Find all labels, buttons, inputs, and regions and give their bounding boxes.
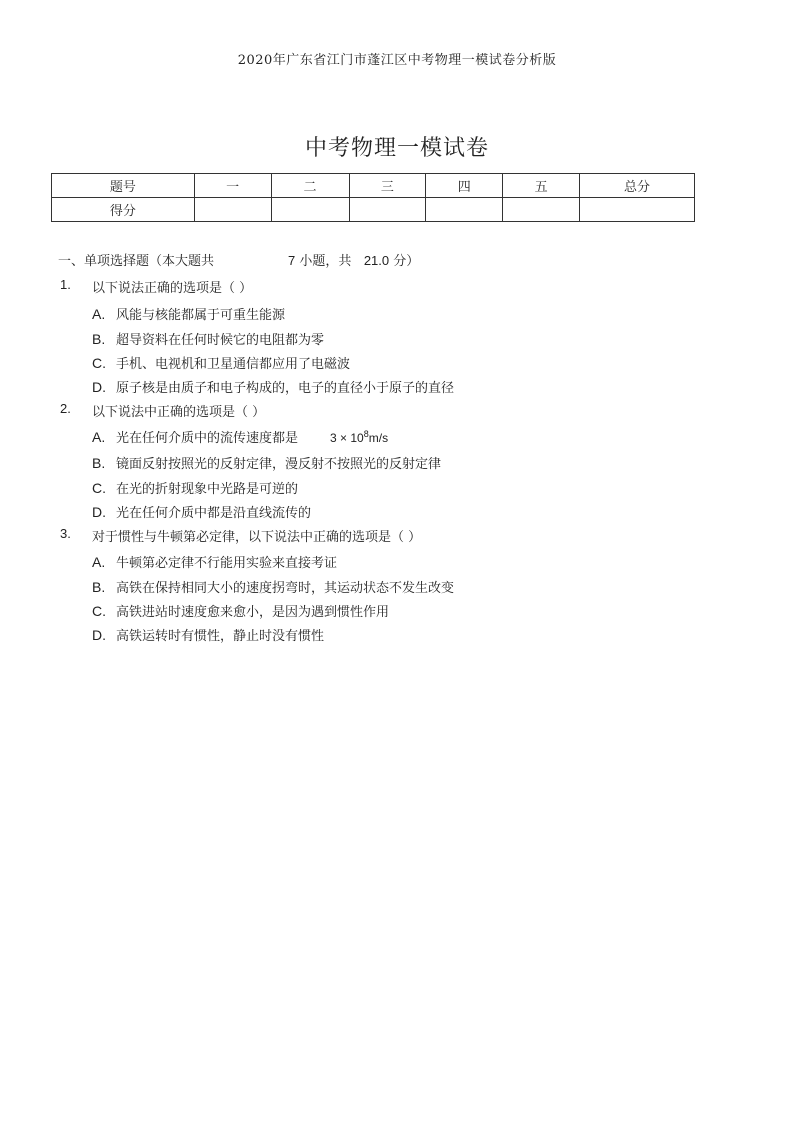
option-3d xyxy=(92,625,324,644)
option-1a xyxy=(92,304,285,323)
option-3a xyxy=(92,552,337,571)
question-stem: 对于惯性与牛顿第必定律，以下说法中正确的选项是（ ） xyxy=(92,530,422,545)
page-title: 中考物理一模试卷 xyxy=(304,136,489,161)
formula-base: 3 × 10 xyxy=(330,431,364,445)
option-letter: D. xyxy=(92,504,106,520)
option-letter: C. xyxy=(92,355,106,371)
score-table-cell: 四 xyxy=(426,174,503,198)
score-table-cell: 题号 xyxy=(52,174,195,198)
formula-exponent: 8 xyxy=(363,429,369,439)
option-1d xyxy=(92,377,454,396)
score-table-score-row xyxy=(52,198,695,222)
score-table-cell: 总分 xyxy=(580,174,695,198)
option-3c xyxy=(92,601,389,620)
option-letter: B. xyxy=(92,455,106,471)
score-table-cell: 一 xyxy=(194,174,271,198)
option-letter: B. xyxy=(92,579,106,595)
option-letter: C. xyxy=(92,603,106,619)
formula-unit: m/s xyxy=(368,431,389,445)
section-suffix: 分） xyxy=(393,254,420,269)
score-table-header-row xyxy=(52,174,695,198)
score-table-blank-cell xyxy=(580,198,695,222)
score-table-blank-cell xyxy=(194,198,271,222)
section-count: 7 xyxy=(288,253,296,268)
option-2a xyxy=(92,427,388,446)
score-table-blank-cell xyxy=(503,198,580,222)
option-text: 风能与核能都属于可重生能源 xyxy=(116,308,286,323)
option-text: 手机、电视机和卫星通信都应用了电磁波 xyxy=(116,357,351,372)
question-stem: 以下说法中正确的选项是（ ） xyxy=(92,405,266,420)
score-table-blank-cell xyxy=(271,198,349,222)
question-stem: 以下说法正确的选项是（ ） xyxy=(92,281,253,296)
option-letter: A. xyxy=(92,306,106,322)
section-points: 21.0 xyxy=(363,253,390,268)
option-2d xyxy=(92,502,311,521)
score-table-cell: 五 xyxy=(503,174,580,198)
option-2c xyxy=(92,478,298,497)
option-text: 超导资料在任何时候它的电阻都为零 xyxy=(116,333,325,348)
section-heading xyxy=(58,250,419,269)
option-text: 高铁运转时有惯性，静止时没有惯性 xyxy=(116,629,325,644)
question-number: 1. xyxy=(60,277,71,292)
section-prefix: 一、单项选择题（本大题共 xyxy=(58,254,215,269)
option-letter: D. xyxy=(92,379,106,395)
option-text: 镜面反射按照光的反射定律，漫反射不按照光的反射定律 xyxy=(116,457,442,472)
document-header: 2020年广东省江门市蓬江区中考物理一模试卷分析版 xyxy=(237,53,557,68)
score-table-cell: 得分 xyxy=(52,198,195,222)
score-table xyxy=(51,173,695,222)
score-table-blank-cell xyxy=(426,198,503,222)
score-table-cell: 二 xyxy=(271,174,349,198)
score-table-blank-cell xyxy=(349,198,426,222)
question-number: 2. xyxy=(60,401,71,416)
option-2b xyxy=(92,453,441,472)
option-letter: D. xyxy=(92,627,106,643)
question-number: 3. xyxy=(60,526,71,541)
option-1b xyxy=(92,329,324,348)
score-table-cell: 三 xyxy=(349,174,426,198)
option-text: 光在任何介质中的流传速度都是 xyxy=(116,431,299,446)
speed-of-light-formula xyxy=(330,431,388,445)
option-text: 在光的折射现象中光路是可逆的 xyxy=(116,482,299,497)
section-mid: 小题，共 xyxy=(299,254,352,269)
option-letter: B. xyxy=(92,331,106,347)
option-letter: A. xyxy=(92,429,106,445)
option-text: 高铁进站时速度愈来愈小，是因为遇到惯性作用 xyxy=(116,605,390,620)
option-letter: C. xyxy=(92,480,106,496)
option-text: 高铁在保持相同大小的速度拐弯时，其运动状态不发生改变 xyxy=(116,581,455,596)
option-letter: A. xyxy=(92,554,106,570)
option-1c xyxy=(92,353,350,372)
option-text: 光在任何介质中都是沿直线流传的 xyxy=(116,506,312,521)
option-text: 牛顿第必定律不行能用实验来直接考证 xyxy=(116,556,338,571)
option-text: 原子核是由质子和电子构成的，电子的直径小于原子的直径 xyxy=(116,381,455,396)
option-3b xyxy=(92,577,454,596)
